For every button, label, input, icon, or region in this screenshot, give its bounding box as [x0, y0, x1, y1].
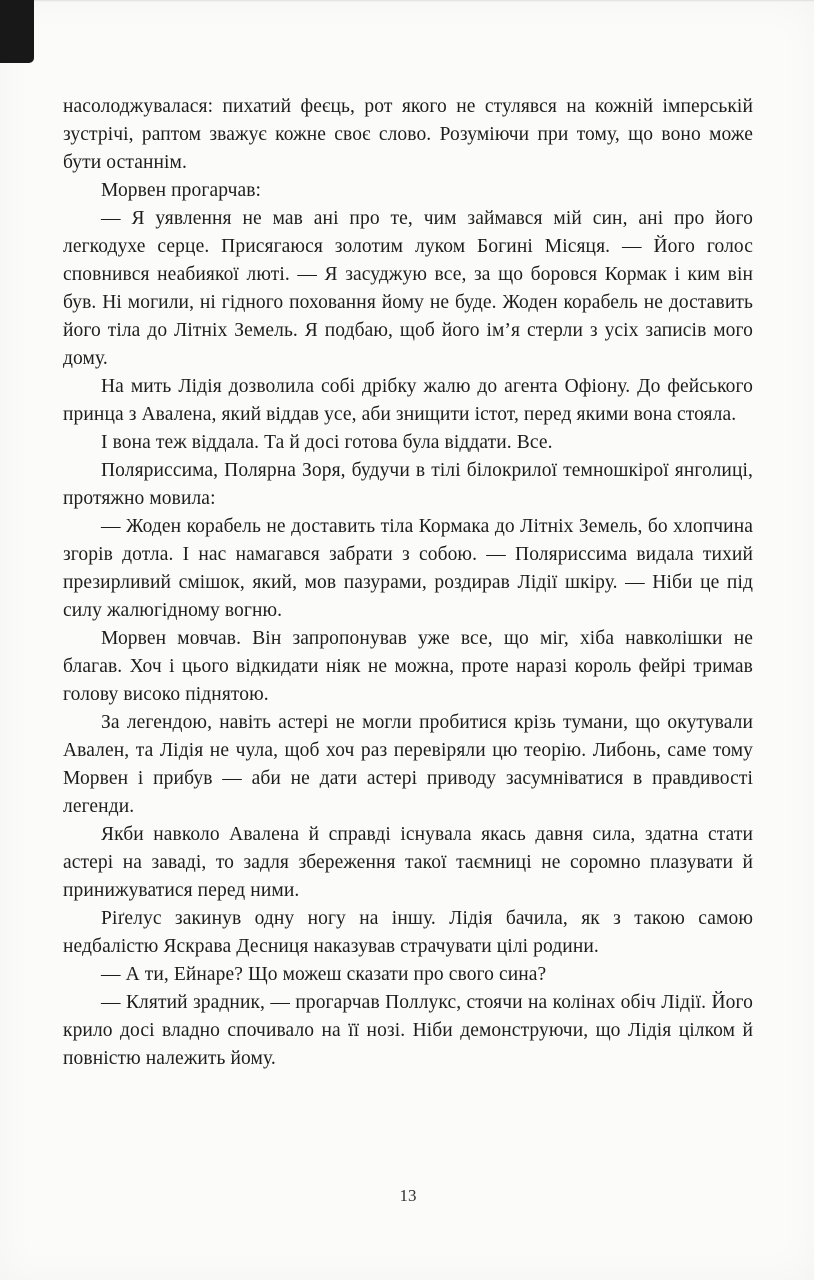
paragraph: насолоджувалася: пихатий феєць, рот якого не стулявся на кожній імперській зустрічі, раптом зважує кожне своє слово. Розуміючи при тому, що воно може бути останнім. — [63, 96, 753, 173]
paragraph: — А ти, Ейнаре? Що можеш сказати про свого сина? — [101, 964, 547, 985]
paragraph: Поляриссима, Полярна Зоря, будучи в тілі білокрилої темношкірої янголиці, протяжно мовила: — [63, 460, 753, 509]
body-text — [63, 93, 753, 1073]
paragraph: На мить Лідія дозволила собі дрібку жалю до агента Офіону. До фейського принца з Авалена, який віддав усе, аби знищити істот, перед якими вона стояла. — [63, 376, 753, 425]
paragraph: Якби навколо Авалена й справді існувала якась давня сила, здатна стати астері на заваді, то задля збереження такої таємниці не соромно плазувати й принижуватися перед ними. — [63, 824, 753, 901]
scan-artifact — [0, 0, 34, 63]
paragraph: За легендою, навіть астері не могли пробитися крізь тумани, що окутували Авален, та Лідія не чула, щоб хоч раз перевіряли цю теорію. Либонь, саме тому Морвен і прибув — аби не дати астері приводу засумніватися в правдивості легенди. — [63, 712, 753, 817]
paragraph: — Жоден корабель не доставить тіла Кормака до Літніх Земель, бо хлопчина згорів дотла. І нас намагався забрати з собою. — Поляриссима видала тихий презирливий смішок, який, мов пазурами, роздирав Лідії шкіру. — Ніби це під силу жалюгідному вогню. — [63, 516, 753, 621]
paragraph: І вона теж віддала. Та й досі готова була віддати. Все. — [101, 432, 553, 453]
paragraph: Морвен мовчав. Він запропонував уже все, що міг, хіба навколішки не благав. Хоч і цього відкидати ніяк не можна, проте наразі король фейрі тримав голову високо піднятою. — [63, 628, 753, 705]
paragraph: Ріґелус закинув одну ногу на іншу. Лідія бачила, як з такою самою недбалістю Яскрава Десниця наказував страчувати цілі родини. — [63, 908, 753, 957]
paragraph: Морвен прогарчав: — [101, 180, 262, 201]
scan-edge-shadow — [0, 0, 814, 2]
paragraph: — Клятий зрадник, — прогарчав Поллукс, стоячи на колінах обіч Лідії. Його крило досі владно спочивало на її нозі. Ніби демонструючи, що Лідія цілком й повністю належить йому. — [63, 992, 753, 1069]
page-number: 13 — [399, 1186, 417, 1205]
paragraph: — Я уявлення не мав ані про те, чим займався мій син, ані про його легкодухе серце. Присягаюся золотим луком Богині Місяця. — Його голос сповнився неабиякої люті. — Я засуджую все, за що боровся Кормак і ким він був. Ні могили, ні гідного поховання йому не буде. Жоден корабель не доставить його тіла до Літніх Земель. Я подбаю, щоб його ім’я стерли з усіх записів мого дому. — [63, 208, 753, 369]
